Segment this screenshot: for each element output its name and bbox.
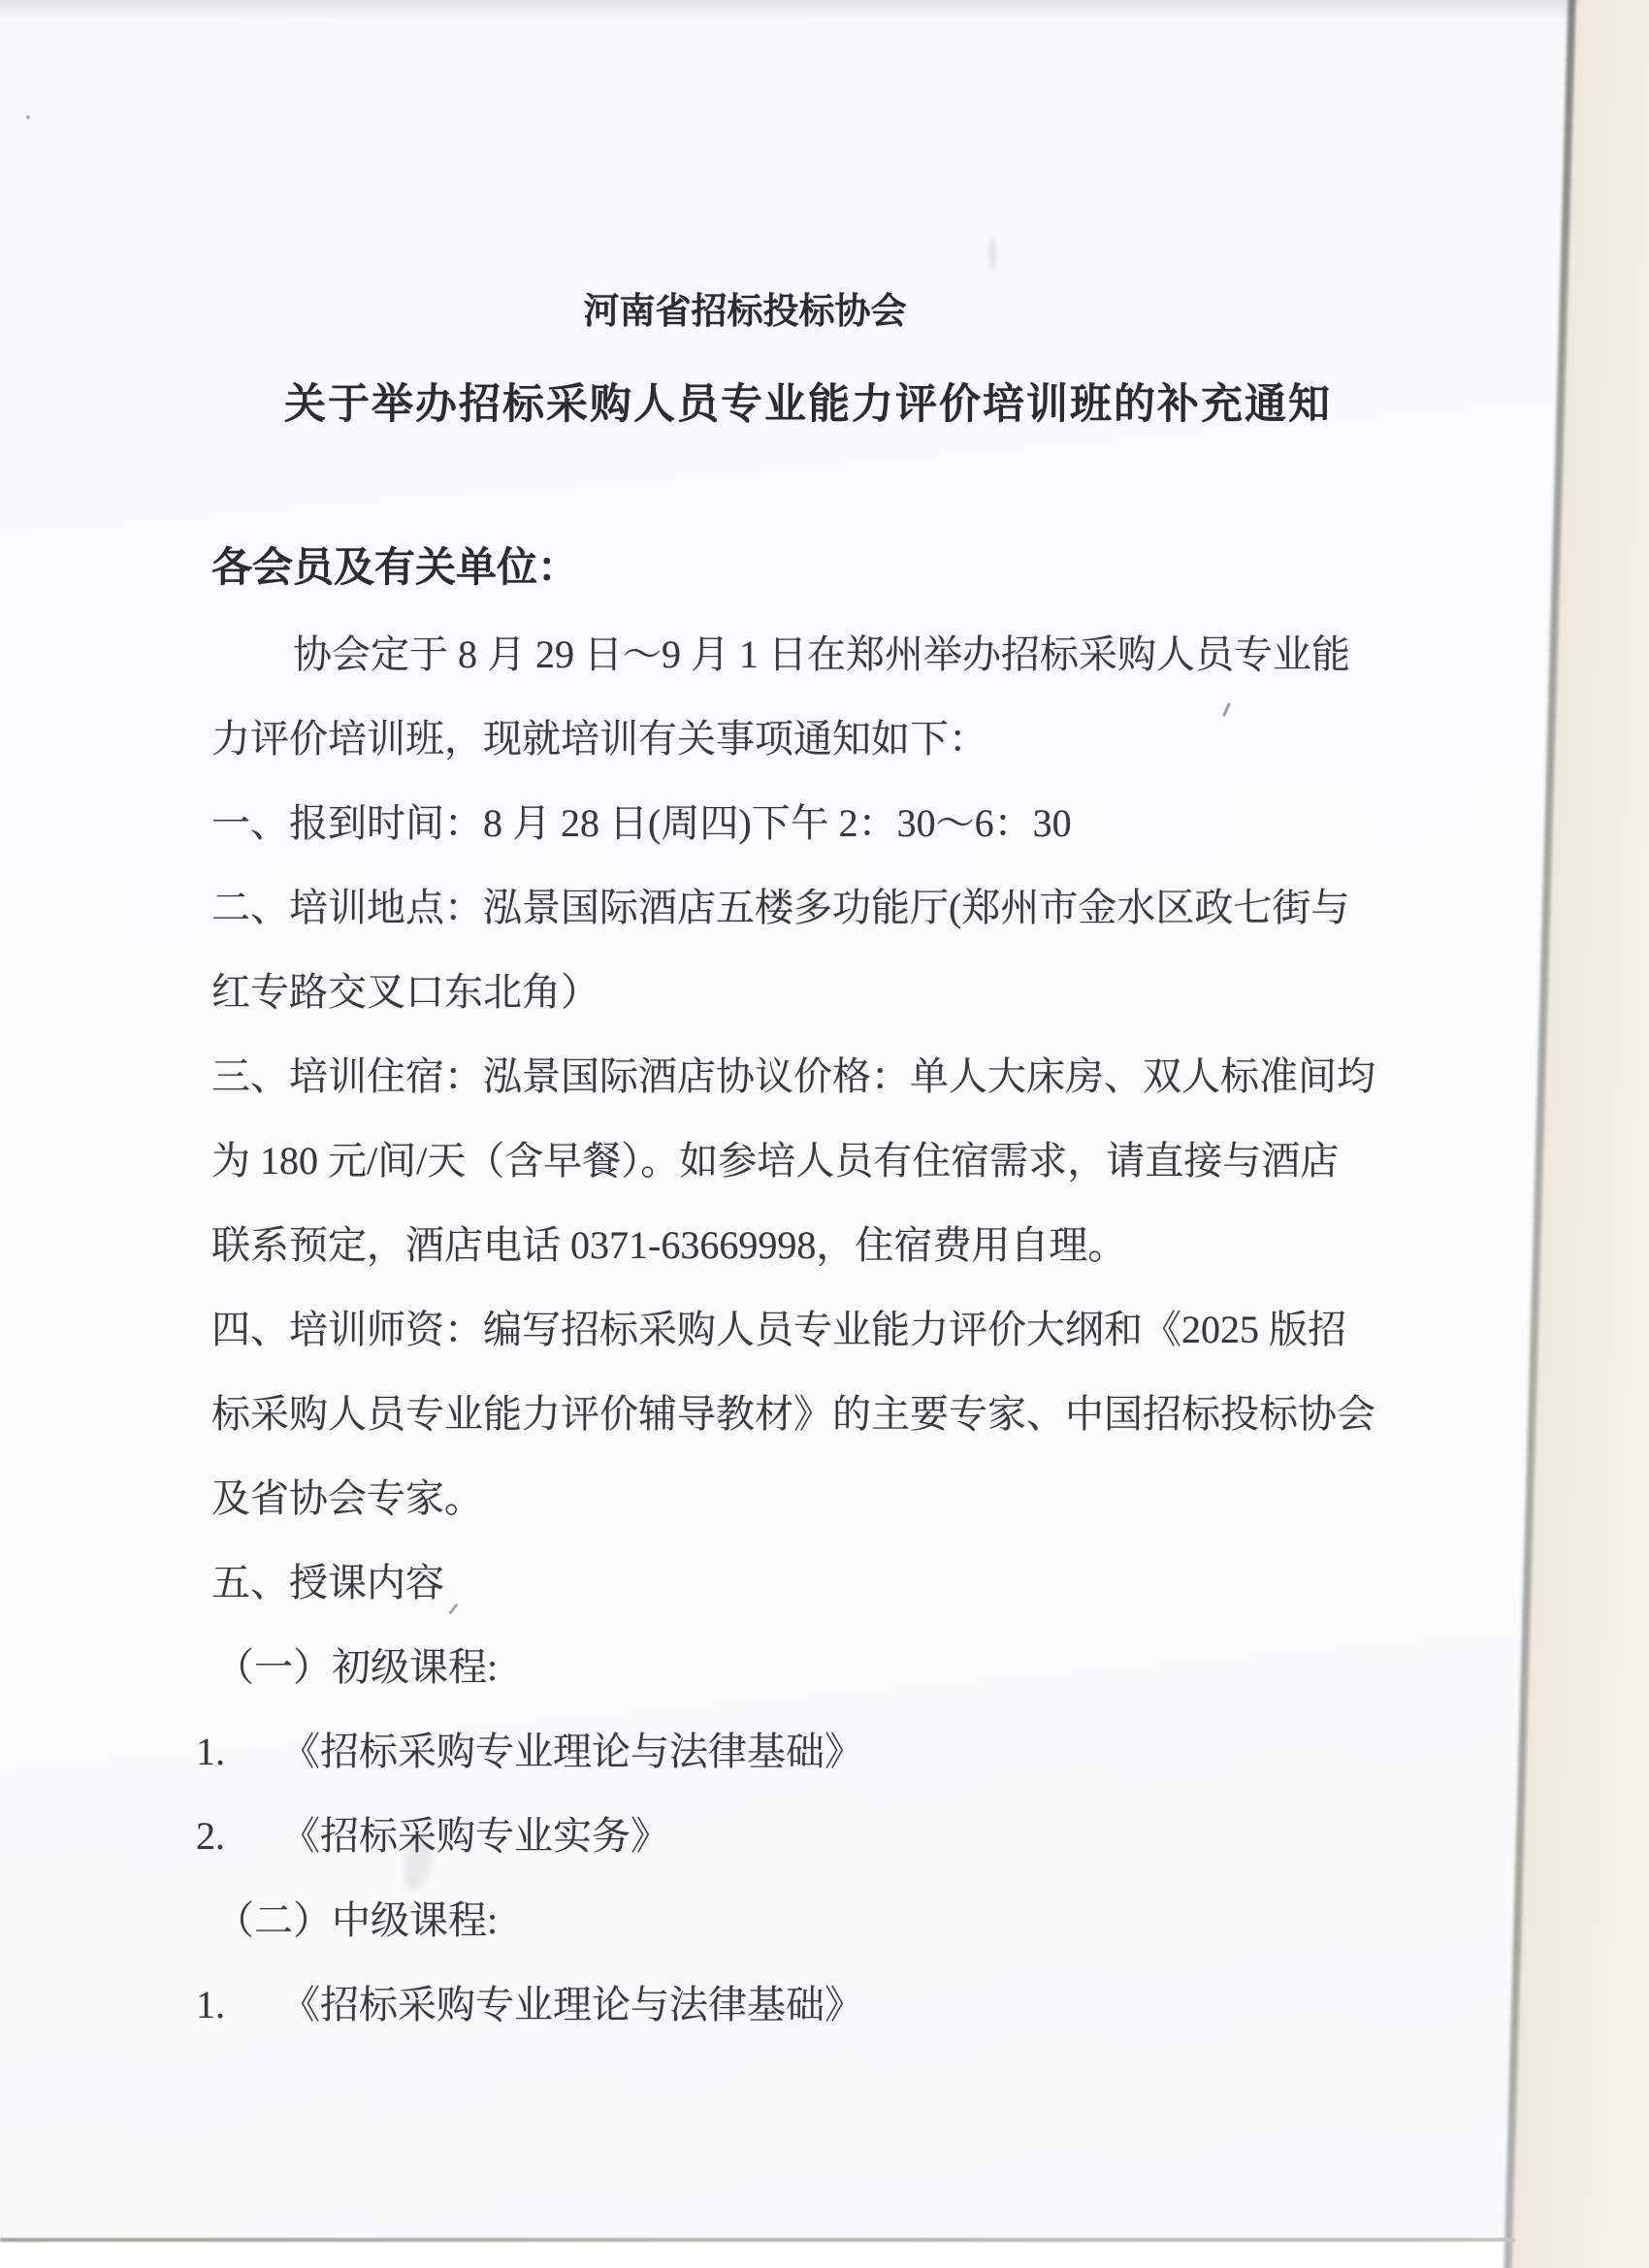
scan-smudge — [989, 237, 996, 270]
body-line: 为 180 元/间/天（含早餐）。如参培人员有住宿需求，请直接与酒店 — [211, 1139, 1340, 1183]
list-item-text: 《招标采购专业理论与法律基础》 — [281, 1730, 863, 1773]
document-title: 河南省招标投标协会 — [583, 292, 907, 332]
document-subtitle: 关于举办招标采购人员专业能力评价培训班的补充通知 — [284, 382, 1332, 428]
body-list-item — [196, 1709, 1375, 1794]
list-item-number: 2. — [196, 1814, 225, 1858]
scan-speck — [26, 115, 30, 119]
body-line: 协会定于 8 月 29 日～9 月 1 日在郑州举办招标采购人员专业能 — [293, 632, 1350, 676]
body-line: 及省协会专家。 — [211, 1476, 483, 1520]
body-line: 四、培训师资：编写招标采购人员专业能力评价大纲和《2025 版招 — [211, 1308, 1346, 1351]
body-line: 标采购人员专业能力评价辅导教材》的主要专家、中国招标投标协会 — [211, 1392, 1375, 1436]
body-line: 联系预定，酒店电话 0371-63669998，住宿费用自理。 — [211, 1223, 1127, 1267]
list-item-text: 《招标采购专业理论与法律基础》 — [281, 1983, 863, 2026]
body-line: 红专路交叉口东北角） — [211, 970, 599, 1014]
list-item-number: 1. — [196, 1730, 225, 1773]
body-line: （二）中级课程: — [215, 1898, 499, 1942]
list-item-number: 1. — [196, 1983, 225, 2026]
body-line: 力评价培训班，现就培训有关事项通知如下： — [211, 717, 987, 761]
scan-top-shadow — [0, 0, 1649, 19]
body-line: 三、培训住宿：泓景国际酒店协议价格：单人大床房、双人标准间均 — [211, 1054, 1375, 1098]
list-item-text: 《招标采购专业实务》 — [281, 1814, 669, 1858]
body-line: 二、培训地点：泓景国际酒店五楼多功能厅(郑州市金水区政七街与 — [211, 886, 1350, 929]
body-line: 五、授课内容 — [211, 1561, 444, 1604]
body-list-item — [196, 1962, 1375, 2047]
body-list-item — [196, 1794, 1375, 1878]
paper-bottom-edge-shadow — [0, 2238, 1515, 2242]
salutation-line: 各会员及有关单位： — [211, 546, 579, 591]
document-body — [196, 612, 1375, 2047]
body-line: （一）初级课程: — [215, 1645, 499, 1689]
body-line: 一、报到时间：8 月 28 日(周四)下午 2：30～6：30 — [211, 801, 1072, 845]
